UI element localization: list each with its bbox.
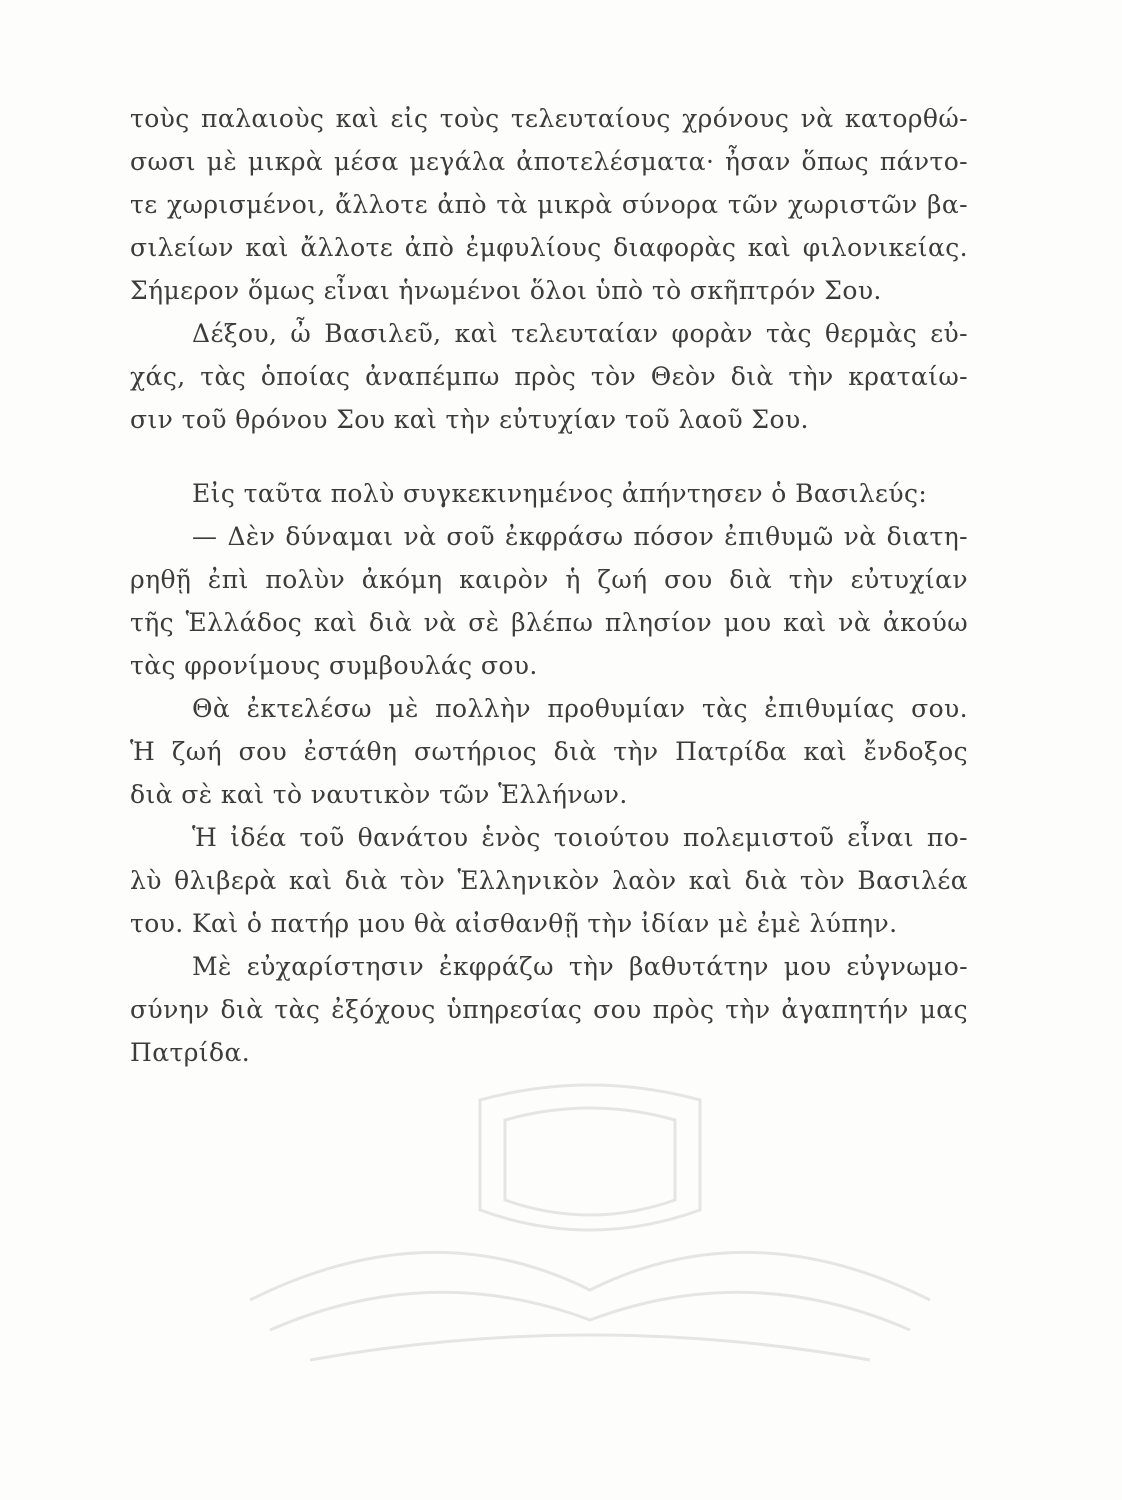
text-line: σύνην διὰ τὰς ἐξόχους ὑπηρεσίας σου πρὸς τὴν ἀγαπητήν μας [130, 995, 968, 1024]
text-line: τοὺς παλαιοὺς καὶ εἰς τοὺς τελευταίους χρόνους νὰ κατορθώ- [130, 104, 968, 133]
text-line: λὺ θλιβερὰ καὶ διὰ τὸν Ἑλληνικὸν λαὸν καὶ διὰ τὸν Βασιλέα [130, 866, 968, 895]
reply-block [130, 472, 968, 1074]
text-line: διὰ σὲ καὶ τὸ ναυτικὸν τῶν Ἑλλήνων. [130, 780, 628, 809]
text-line: Πατρίδα. [130, 1038, 251, 1067]
text-line: χάς, τὰς ὁποίας ἀναπέμπω πρὸς τὸν Θεὸν διὰ τὴν κραταίω- [130, 362, 968, 391]
text-line: σιν τοῦ θρόνου Σου καὶ τὴν εὐτυχίαν τοῦ λαοῦ Σου. [130, 405, 809, 434]
text-line: Θὰ ἐκτελέσω μὲ πολλὴν προθυμίαν τὰς ἐπιθυμίας σου. [192, 694, 968, 723]
text-line: σιλείων καὶ ἄλλοτε ἀπὸ ἐμφυλίους διαφορὰς καὶ φιλονικείας. [130, 233, 968, 262]
speech-block [130, 97, 968, 441]
text-line: τε χωρισμένοι, ἄλλοτε ἀπὸ τὰ μικρὰ σύνορα τῶν χωριστῶν βα- [130, 190, 968, 219]
text-line: σωσι μὲ μικρὰ μέσα μεγάλα ἀποτελέσματα· ἦσαν ὅπως πάντο- [130, 147, 968, 176]
text-line: Μὲ εὐχαρίστησιν ἐκφράζω τὴν βαθυτάτην μου εὐγνωμο- [192, 952, 968, 981]
text-line: Δέξου, ὦ Βασιλεῦ, καὶ τελευταίαν φορὰν τὰς θερμὰς εὐ- [192, 319, 968, 348]
text-line: ρηθῇ ἐπὶ πολὺν ἀκόμη καιρὸν ἡ ζωή σου διὰ τὴν εὐτυχίαν [130, 565, 968, 594]
text-line: του. Καὶ ὁ πατήρ μου θὰ αἰσθανθῇ τὴν ἰδίαν μὲ ἐμὲ λύπην. [130, 909, 898, 938]
text-line: Ἡ ζωή σου ἐστάθη σωτήριος διὰ τὴν Πατρίδα καὶ ἔνδοξος [130, 737, 968, 766]
text-line: Σήμερον ὅμως εἶναι ἡνωμένοι ὅλοι ὑπὸ τὸ σκῆπτρόν Σου. [130, 276, 882, 305]
text-line: Ἡ ἰδέα τοῦ θανάτου ἑνὸς τοιούτου πολεμιστοῦ εἶναι πο- [192, 823, 968, 852]
seal-watermark-icon [230, 1060, 950, 1380]
text-line: τῆς Ἑλλάδος καὶ διὰ νὰ σὲ βλέπω πλησίον μου καὶ νὰ ἀκούω [130, 608, 968, 637]
text-line: Εἰς ταῦτα πολὺ συγκεκινημένος ἀπήντησεν ὁ Βασιλεύς: [192, 479, 928, 508]
text-line: τὰς φρονίμους συμβουλάς σου. [130, 651, 538, 680]
text-line: — Δὲν δύναμαι νὰ σοῦ ἐκφράσω πόσον ἐπιθυμῶ νὰ διατη- [192, 522, 968, 551]
